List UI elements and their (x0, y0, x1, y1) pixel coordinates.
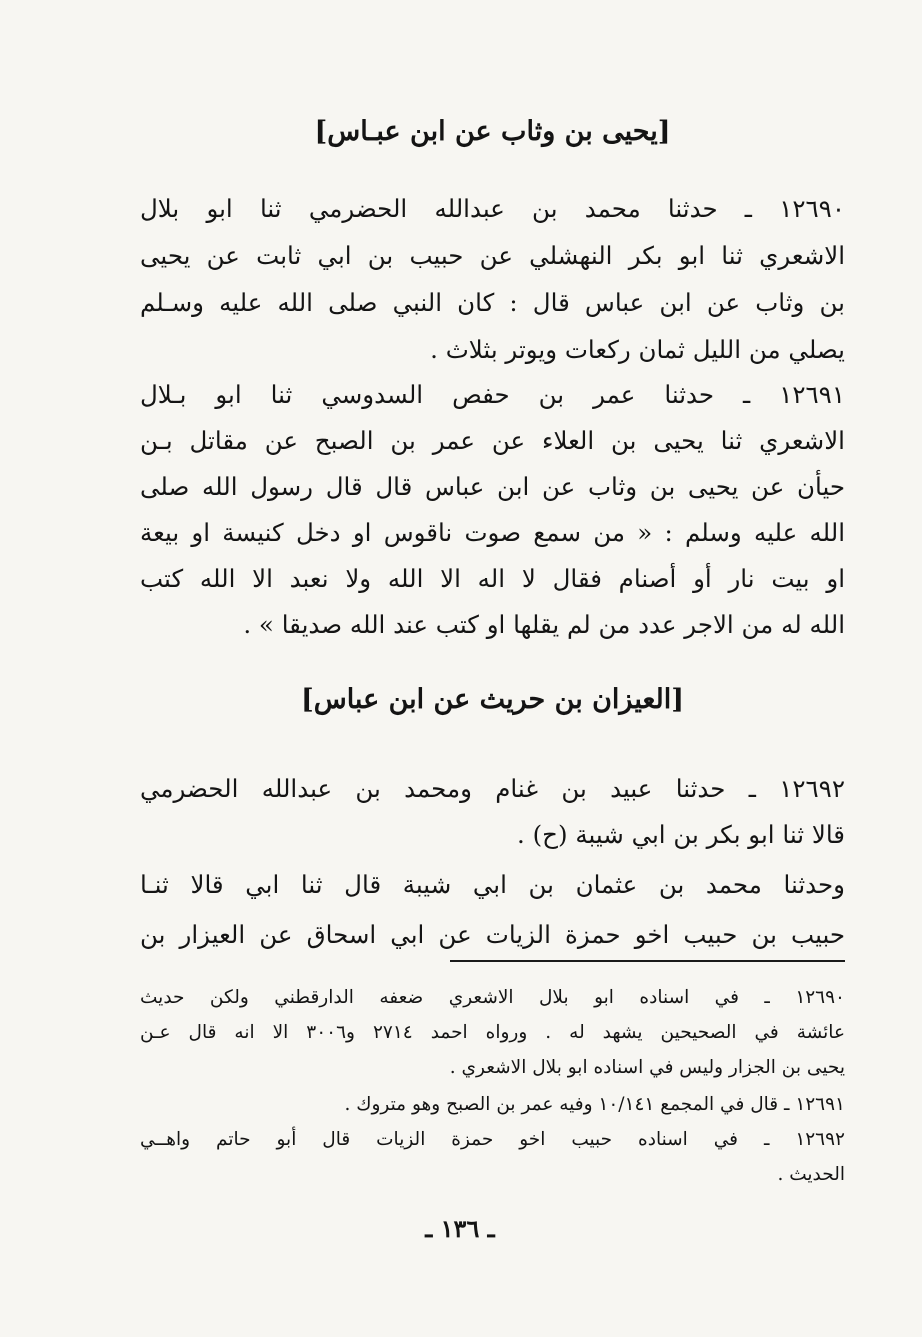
hadith-line: الاشعري ثنا ابو بكر النهشلي عن حبيب بن ابي ثابت عن يحيى (140, 241, 845, 270)
hadith-line: الاشعري ثنا يحيى بن العلاء عن عمر بن الصبح عن مقاتل بـن (140, 426, 845, 455)
hadith-line: بن وثاب عن ابن عباس قال : كان النبي صلى الله عليه وسـلم (140, 288, 845, 317)
footnotes (140, 980, 845, 1192)
hadith-12690 (140, 185, 845, 373)
section-heading-yahya-ibn-waththab: [يحيى بن وثاب عن ابن عبـاس] (314, 116, 671, 147)
section-heading-al-ayzar-ibn-hurayth: [العيزان بن حريث عن ابن عباس] (300, 684, 685, 715)
hadith-12691 (140, 372, 845, 648)
hadith-line: ١٢٦٩٠ ـ حدثنا محمد بن عبدالله الحضرمي ثنا ابو بلال (140, 194, 845, 223)
hadith-line: قالا ثنا ابو بكر بن ابي شيبة (ح) . (517, 820, 845, 849)
hadith-line: وحدثنا محمد بن عثمان بن ابي شيبة قال ثنا ابي قالا ثنـا (140, 870, 845, 899)
footnote-line: يحيى بن الجزار وليس في اسناده ابو بلال الاشعري . (449, 1057, 845, 1078)
hadith-line: يصلي من الليل ثمان ركعات ويوتر بثلاث . (430, 335, 845, 364)
footnote-line: ١٢٦٩٠ ـ في اسناده ابو بلال الاشعري ضعفه الدارقطني ولكن حديث (140, 987, 845, 1008)
page-number: ـ ١٣٦ ـ (425, 1214, 495, 1243)
footnote-divider (450, 960, 845, 962)
hadith-line: حبيب بن حبيب اخو حمزة الزيات عن ابي اسحاق عن العيزار بن (140, 920, 845, 949)
hadith-line: او بيت نار أو أصنام فقال لا اله الا الله ولا نعبد الا الله كتب (140, 564, 845, 593)
hadith-12692-continuation (140, 860, 845, 960)
footnote-12691: ١٢٦٩١ ـ قال في المجمع ١٠/١٤١ وفيه عمر بن الصبح وهو متروك . (344, 1094, 845, 1115)
hadith-12692 (140, 766, 845, 858)
hadith-line: الله له من الاجر عدد من لم يقلها او كتب عند الله صديقا » . (243, 610, 845, 639)
footnote-line: ١٢٦٩٢ ـ في اسناده حبيب اخو حمزة الزيات قال أبو حاتم واهــي (140, 1129, 845, 1150)
footnote-line: الحديث . (777, 1164, 845, 1185)
hadith-line: ١٢٦٩١ ـ حدثنا عمر بن حفص السدوسي ثنا ابو بـلال (140, 380, 845, 409)
hadith-line: ١٢٦٩٢ ـ حدثنا عبيد بن غنام ومحمد بن عبدالله الحضرمي (140, 774, 845, 803)
footnote-line: عائشة في الصحيحين يشهد له . ورواه احمد ٢٧١٤ و٣٠٠٦ الا انه قال عـن (140, 1022, 845, 1043)
hadith-line: حيأن عن يحيى بن وثاب عن ابن عباس قال قال رسول الله صلى (140, 472, 845, 501)
hadith-line: الله عليه وسلم : « من سمع صوت ناقوس او دخل كنيسة او بيعة (140, 518, 845, 547)
